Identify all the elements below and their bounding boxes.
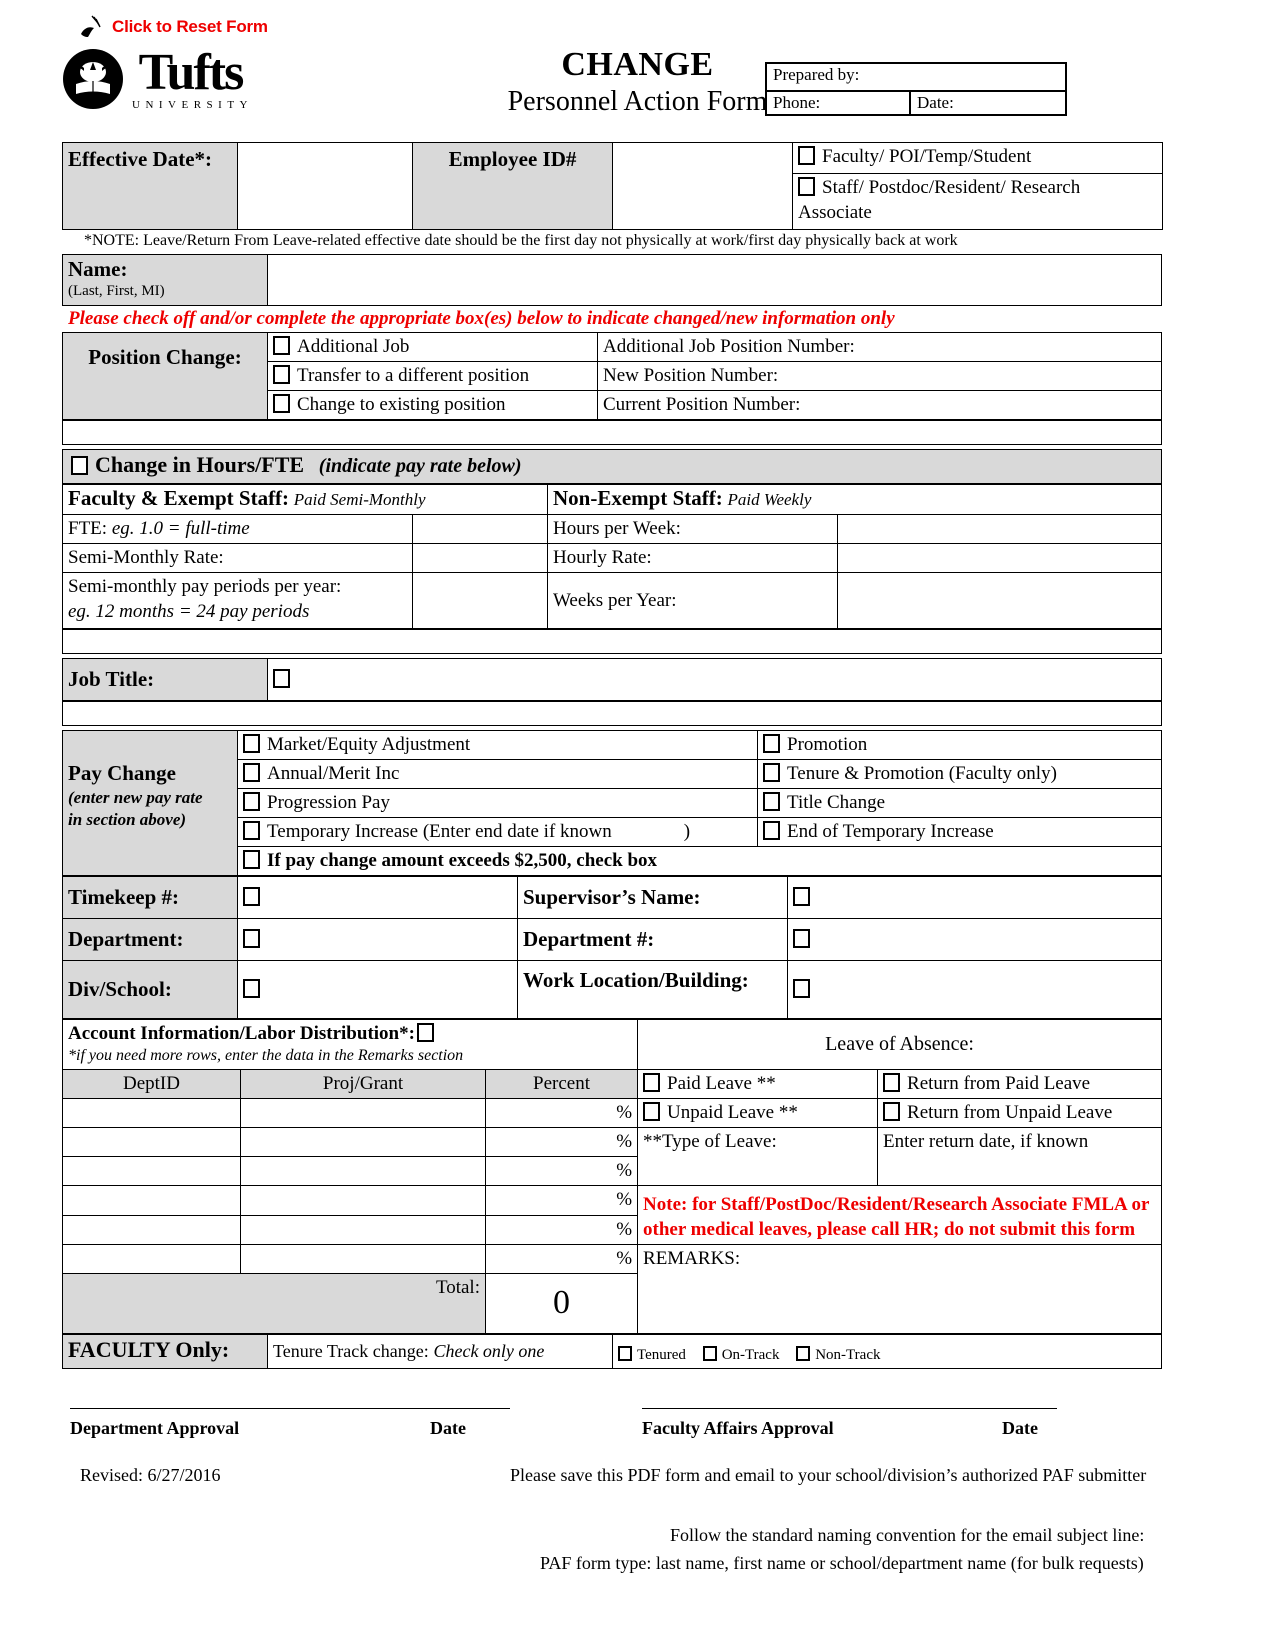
- checkbox-on-track[interactable]: [703, 1346, 717, 1361]
- tufts-logo: [62, 44, 253, 111]
- return-unpaid-leave-label: Return from Unpaid Leave: [907, 1102, 1113, 1123]
- name-sub-label: (Last, First, MI): [68, 283, 165, 299]
- hourly-rate-label-cell: [548, 544, 838, 573]
- prepared-by-box: [765, 62, 1067, 116]
- checkbox-additional-job[interactable]: [273, 336, 290, 355]
- account-row-percent[interactable]: [486, 1128, 638, 1157]
- current-position-number-label: Current Position Number:: [603, 394, 801, 415]
- spacer-row-3: [62, 701, 1162, 726]
- pay-option-annual-merit[interactable]: [238, 760, 758, 789]
- weeks-per-year-label: Weeks per Year:: [553, 589, 677, 611]
- new-position-number-label: New Position Number:: [603, 365, 779, 386]
- progression-pay-label: Progression Pay: [267, 792, 390, 813]
- naming-convention-line1: Follow the standard naming convention for the email subject line:: [670, 1525, 1145, 1545]
- faculty-exempt-header: [63, 485, 548, 515]
- job-title-input[interactable]: [268, 659, 1162, 701]
- spacer-cell: [63, 421, 1162, 445]
- department-approval-rule: [70, 1408, 510, 1409]
- tenured-label: Tenured: [637, 1347, 686, 1363]
- checkbox-work-location[interactable]: [793, 979, 810, 998]
- account-row-projgrant[interactable]: [241, 1186, 486, 1216]
- pay-option-market-equity[interactable]: [238, 731, 758, 760]
- account-row-deptid[interactable]: [63, 1245, 241, 1274]
- reset-form-label: Click to Reset Form: [112, 17, 268, 36]
- account-row-percent[interactable]: [486, 1215, 638, 1245]
- checkbox-market-equity-adjustment[interactable]: [243, 734, 260, 753]
- account-row-deptid[interactable]: [63, 1128, 241, 1157]
- faculty-affairs-approval-label: Faculty Affairs Approval: [642, 1418, 834, 1438]
- total-label: Total:: [63, 1274, 486, 1334]
- checkbox-department-number[interactable]: [793, 929, 810, 948]
- name-label: Name:: [68, 257, 128, 281]
- fte-example: eg. 1.0 = full-time: [111, 518, 250, 539]
- title-main: CHANGE: [561, 46, 714, 83]
- leave-option-return-paid-leave[interactable]: [878, 1070, 1162, 1099]
- department-input[interactable]: [238, 919, 518, 961]
- type-of-leave-label: **Type of Leave:: [643, 1131, 777, 1152]
- fmla-note-line1: Note: for Staff/PostDoc/Resident/Research Associate FMLA or: [643, 1194, 1150, 1215]
- exceeds-2500-label: If pay change amount exceeds $2,500, check box: [267, 850, 658, 871]
- checkbox-return-from-paid-leave[interactable]: [883, 1073, 900, 1092]
- non-track-label: Non-Track: [815, 1347, 881, 1363]
- spacer-row-2: [62, 629, 1162, 654]
- account-row-deptid[interactable]: [63, 1157, 241, 1186]
- prepared-by-field[interactable]: Prepared by:: [767, 64, 1065, 92]
- effective-date-note: *NOTE: Leave/Return From Leave-related effective date should be the first day not physically at work/first day physically back at work: [84, 232, 958, 249]
- new-position-number-field[interactable]: [598, 362, 1162, 391]
- account-row-projgrant[interactable]: [241, 1215, 486, 1245]
- job-title-label: Job Title:: [63, 659, 268, 701]
- temporary-increase-label: Temporary Increase (Enter end date if known: [267, 821, 612, 842]
- footer: [62, 1400, 1162, 1576]
- percent-symbol: %: [616, 1189, 633, 1210]
- tenure-promotion-label: Tenure & Promotion (Faculty only): [787, 763, 1057, 784]
- leave-option-paid-leave[interactable]: [638, 1070, 878, 1099]
- account-row-percent[interactable]: [486, 1245, 638, 1274]
- checkbox-temporary-increase[interactable]: [243, 821, 260, 840]
- checkbox-end-of-temporary-increase[interactable]: [763, 821, 780, 840]
- promotion-label: Promotion: [787, 734, 868, 755]
- faculty-date-label: Date: [1002, 1418, 1038, 1438]
- additional-job-position-number-field[interactable]: [598, 333, 1162, 362]
- tufts-seal-icon: [62, 48, 124, 110]
- tufts-university-label: UNIVERSITY: [132, 99, 253, 111]
- checkbox-return-from-unpaid-leave[interactable]: [883, 1102, 900, 1121]
- faculty-exempt-italic: Paid Semi-Monthly: [293, 490, 426, 509]
- percent-symbol: %: [616, 1248, 633, 1269]
- checkbox-annual-merit-inc[interactable]: [243, 763, 260, 782]
- account-info-subtitle: *if you need more rows, enter the data in the Remarks section: [68, 1047, 464, 1064]
- pay-change-label-cell: [63, 731, 238, 876]
- pay-periods-input[interactable]: [413, 573, 548, 629]
- position-checkbox-transfer[interactable]: [268, 362, 598, 391]
- semi-monthly-rate-label-cell: [63, 544, 413, 573]
- fmla-note-line2: other medical leaves, please call HR; do not submit this form: [643, 1219, 1136, 1240]
- account-row-projgrant[interactable]: [241, 1245, 486, 1274]
- percent-symbol: %: [616, 1160, 633, 1181]
- return-date-label: Enter return date, if known: [883, 1131, 1089, 1152]
- department-number-label: Department #:: [518, 919, 788, 961]
- department-approval-label: Department Approval: [70, 1418, 240, 1438]
- pay-change-sub1: (enter new pay rate: [68, 788, 203, 807]
- pay-option-progression[interactable]: [238, 789, 758, 818]
- hours-per-week-label-cell: [548, 515, 838, 544]
- name-table: [62, 254, 1162, 306]
- market-equity-label: Market/Equity Adjustment: [267, 734, 471, 755]
- type-faculty-row[interactable]: [793, 143, 1163, 174]
- pay-rate-table: [62, 484, 1162, 629]
- checkbox-progression-pay[interactable]: [243, 792, 260, 811]
- fmla-red-note: [638, 1186, 1162, 1245]
- pay-periods-label-cell: [63, 573, 413, 629]
- account-row-percent[interactable]: [486, 1099, 638, 1128]
- checkbox-change-existing-position[interactable]: [273, 394, 290, 413]
- account-row-projgrant[interactable]: [241, 1099, 486, 1128]
- faculty-exempt-label: Faculty & Exempt Staff:: [68, 486, 290, 510]
- checkbox-transfer-different-position[interactable]: [273, 365, 290, 384]
- hours-fte-label: Change in Hours/FTE: [95, 452, 305, 477]
- hourly-rate-input[interactable]: [838, 544, 1162, 573]
- account-info-header: [63, 1020, 638, 1070]
- div-school-label: Div/School:: [63, 961, 238, 1019]
- form-body: [62, 142, 1162, 1369]
- checkbox-timekeep[interactable]: [243, 887, 260, 906]
- checkbox-supervisor-name[interactable]: [793, 887, 810, 906]
- spacer-cell: [63, 702, 1162, 726]
- col-header-percent: Percent: [486, 1070, 638, 1099]
- type-of-leave-field[interactable]: [638, 1128, 878, 1186]
- account-row-deptid[interactable]: [63, 1099, 241, 1128]
- pay-change-label: Pay Change: [68, 761, 176, 785]
- faculty-only-table: [62, 1334, 1162, 1369]
- checkbox-title-change[interactable]: [763, 792, 780, 811]
- naming-row-1: [62, 1522, 1162, 1548]
- name-label-cell: [63, 255, 268, 306]
- end-temporary-increase-label: End of Temporary Increase: [787, 821, 994, 842]
- pay-periods-example: eg. 12 months = 24 pay periods: [68, 601, 310, 622]
- account-row-projgrant[interactable]: [241, 1157, 486, 1186]
- pay-option-temporary-increase[interactable]: [238, 818, 758, 847]
- pay-change-sub2: in section above): [68, 810, 187, 829]
- position-checkbox-change-existing[interactable]: [268, 391, 598, 420]
- tenure-track-prefix: Tenure Track change:: [273, 1341, 429, 1361]
- tenure-track-options: [613, 1335, 1162, 1369]
- employee-id-input[interactable]: [613, 143, 793, 230]
- pay-option-tenure-promotion[interactable]: [758, 760, 1162, 789]
- remarks-label: REMARKS:: [643, 1248, 741, 1269]
- col-header-deptid: DeptID: [63, 1070, 241, 1099]
- checkbox-non-track[interactable]: [796, 1346, 810, 1361]
- fte-label: FTE:: [68, 518, 108, 539]
- hours-fte-italic: (indicate pay rate below): [318, 455, 522, 477]
- non-exempt-label: Non-Exempt Staff:: [553, 486, 723, 510]
- account-row-deptid[interactable]: [63, 1186, 241, 1216]
- change-existing-label: Change to existing position: [297, 394, 506, 415]
- title-change-label: Title Change: [787, 792, 885, 813]
- reset-form-button[interactable]: [78, 14, 268, 40]
- hourly-rate-label: Hourly Rate:: [553, 547, 652, 568]
- position-change-table: [62, 332, 1162, 420]
- checkbox-job-title[interactable]: [273, 669, 290, 688]
- type-staff-row[interactable]: [793, 174, 1163, 230]
- supervisor-name-input[interactable]: [788, 877, 1162, 919]
- checkbox-exceeds-2500[interactable]: [243, 850, 260, 869]
- department-number-input[interactable]: [788, 919, 1162, 961]
- pay-exceeds-row[interactable]: [238, 847, 1162, 876]
- account-row-projgrant[interactable]: [241, 1128, 486, 1157]
- naming-row-2: [62, 1550, 1162, 1576]
- leave-of-absence-title: Leave of Absence:: [638, 1020, 1162, 1070]
- hours-fte-banner-cell[interactable]: [63, 450, 1162, 484]
- department-date-label: Date: [430, 1418, 466, 1438]
- tenure-track-change-cell: [268, 1335, 613, 1369]
- leave-option-return-unpaid-leave[interactable]: [878, 1099, 1162, 1128]
- return-paid-leave-label: Return from Paid Leave: [907, 1073, 1091, 1094]
- detail-table: [62, 876, 1162, 1019]
- identity-table: [62, 142, 1163, 230]
- fte-input[interactable]: [413, 515, 548, 544]
- pay-option-title-change[interactable]: [758, 789, 1162, 818]
- leave-option-unpaid-leave[interactable]: [638, 1099, 878, 1128]
- temporary-increase-paren: ): [683, 821, 691, 842]
- work-location-input[interactable]: [788, 961, 1162, 1019]
- work-location-label: Work Location/Building:: [518, 961, 788, 1019]
- type-staff-label: Staff/ Postdoc/Resident/ Research Associate: [798, 177, 1081, 223]
- employee-id-label: Employee ID#: [413, 143, 613, 230]
- percent-symbol: %: [616, 1131, 633, 1152]
- naming-convention-line2: PAF form type: last name, first name or school/department name (for bulk requests): [540, 1553, 1144, 1573]
- phone-field[interactable]: Phone:: [767, 92, 911, 114]
- on-track-label: On-Track: [721, 1347, 780, 1363]
- job-title-table: [62, 658, 1162, 701]
- fte-label-cell: [63, 515, 413, 544]
- department-label: Department:: [63, 919, 238, 961]
- checkbox-tenure-promotion[interactable]: [763, 763, 780, 782]
- hours-per-week-label: Hours per Week:: [553, 518, 681, 539]
- pay-periods-label: Semi-monthly pay periods per year:: [68, 576, 342, 597]
- checkbox-tenured[interactable]: [618, 1346, 632, 1361]
- revised-date: Revised: 6/27/2016: [80, 1465, 221, 1485]
- pay-option-promotion[interactable]: [758, 731, 1162, 760]
- return-date-field[interactable]: [878, 1128, 1162, 1186]
- effective-date-input[interactable]: [238, 143, 413, 230]
- hours-per-week-input[interactable]: [838, 515, 1162, 544]
- unpaid-leave-label: Unpaid Leave **: [667, 1102, 798, 1123]
- annual-merit-label: Annual/Merit Inc: [267, 763, 400, 784]
- non-exempt-italic: Paid Weekly: [727, 490, 812, 509]
- spacer-row-1: [62, 420, 1162, 445]
- additional-job-label: Additional Job: [297, 336, 410, 357]
- tufts-wordmark: Tufts: [138, 44, 243, 101]
- transfer-position-label: Transfer to a different position: [297, 365, 530, 386]
- date-field[interactable]: Date:: [917, 93, 954, 112]
- pay-change-table: [62, 730, 1162, 876]
- timekeep-label: Timekeep #:: [63, 877, 238, 919]
- semi-monthly-rate-input[interactable]: [413, 544, 548, 573]
- hand-cursor-icon: [78, 14, 104, 40]
- timekeep-input[interactable]: [238, 877, 518, 919]
- div-school-input[interactable]: [238, 961, 518, 1019]
- tenure-track-italic: Check only one: [433, 1341, 545, 1361]
- faculty-only-label: FACULTY Only:: [63, 1335, 268, 1369]
- semi-monthly-rate-label: Semi-Monthly Rate:: [68, 547, 224, 568]
- faculty-approval-rule: [642, 1408, 1057, 1409]
- spacer-cell: [63, 630, 1162, 654]
- pay-option-end-temporary-increase[interactable]: [758, 818, 1162, 847]
- checkbox-promotion[interactable]: [763, 734, 780, 753]
- total-value: 0: [486, 1274, 638, 1334]
- instruction-text: Please check off and/or complete the appropriate box(es) below to indicate changed/new information only: [68, 308, 895, 329]
- percent-symbol: %: [616, 1218, 633, 1240]
- checkbox-staff-postdoc-resident-research[interactable]: [798, 177, 815, 196]
- checkbox-unpaid-leave[interactable]: [643, 1102, 660, 1121]
- type-faculty-label: Faculty/ POI/Temp/Student: [822, 146, 1032, 167]
- account-row-percent[interactable]: [486, 1186, 638, 1216]
- col-header-projgrant: Proj/Grant: [241, 1070, 486, 1099]
- name-input[interactable]: [268, 255, 1162, 306]
- position-checkbox-additional-job[interactable]: [268, 333, 598, 362]
- position-change-label: Position Change:: [63, 333, 268, 420]
- percent-symbol: %: [616, 1102, 633, 1123]
- remarks-field[interactable]: [638, 1245, 1162, 1334]
- weeks-per-year-label-cell: [548, 573, 838, 629]
- checkbox-department[interactable]: [243, 929, 260, 948]
- effective-date-label: Effective Date*:: [63, 143, 238, 230]
- account-row-percent[interactable]: [486, 1157, 638, 1186]
- checkbox-account-info[interactable]: [417, 1023, 434, 1042]
- non-exempt-header: [548, 485, 1162, 515]
- svg-text:1852: 1852: [104, 76, 114, 81]
- weeks-per-year-input[interactable]: [838, 573, 1162, 629]
- account-row-deptid[interactable]: [63, 1215, 241, 1245]
- hours-fte-banner: [62, 449, 1162, 484]
- save-instruction: Please save this PDF form and email to your school/division’s authorized PAF submitter: [510, 1465, 1147, 1485]
- current-position-number-field[interactable]: [598, 391, 1162, 420]
- checkbox-change-in-hours-fte[interactable]: [71, 456, 88, 475]
- title-sub: Personnel Action Form: [507, 86, 768, 117]
- signature-rules: [62, 1400, 1162, 1418]
- paid-leave-label: Paid Leave **: [667, 1073, 776, 1094]
- supervisor-name-label: Supervisor’s Name:: [518, 877, 788, 919]
- checkbox-div-school[interactable]: [243, 979, 260, 998]
- account-info-title: Account Information/Labor Distribution*:: [68, 1023, 415, 1044]
- revised-row: [62, 1462, 1162, 1488]
- signature-labels: [62, 1418, 1162, 1444]
- checkbox-faculty-poi-temp-student[interactable]: [798, 146, 815, 165]
- additional-job-position-number-label: Additional Job Position Number:: [603, 336, 855, 357]
- account-leave-table: [62, 1019, 1162, 1334]
- checkbox-paid-leave[interactable]: [643, 1073, 660, 1092]
